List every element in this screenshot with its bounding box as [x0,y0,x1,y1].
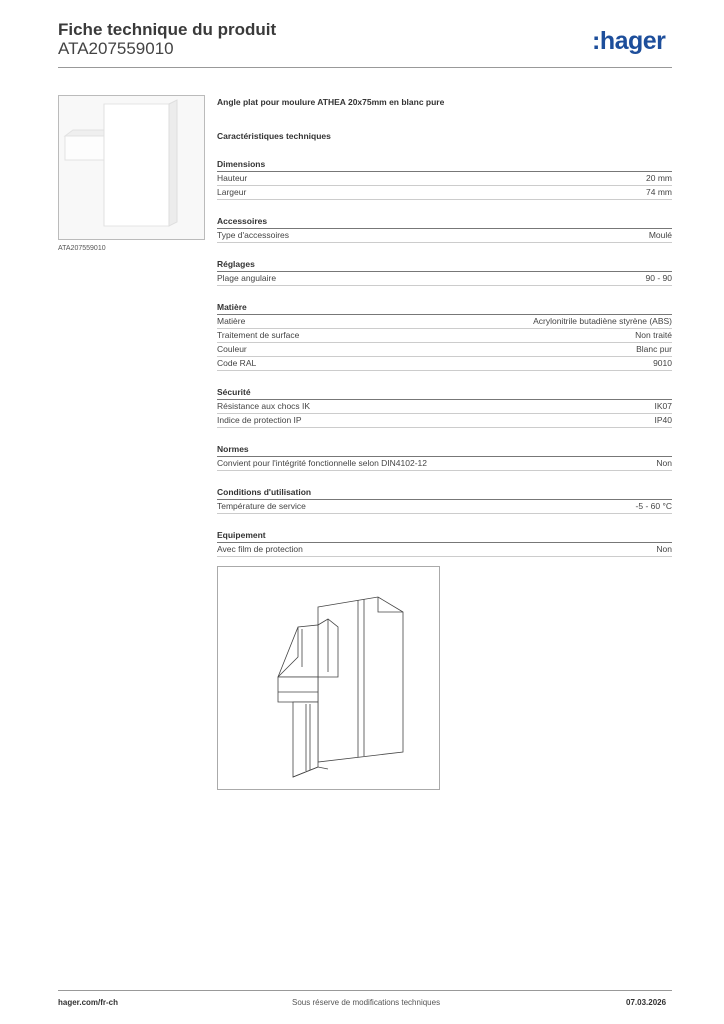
spec-label: Température de service [217,501,306,511]
page-title: Fiche technique du produit [58,20,277,39]
spec-label: Couleur [217,344,247,354]
spec-value: 90 - 90 [645,273,672,283]
corner-drawing-image [218,567,439,789]
section-title: Normes [217,443,672,457]
spec-value: 9010 [653,358,672,368]
product-name: Angle plat pour moulure ATHEA 20x75mm en blanc pure [217,97,445,107]
technical-content [217,95,672,591]
spec-label: Avec film de protection [217,544,303,554]
spec-row [217,329,672,343]
section-title: Accessoires [217,215,672,229]
spec-row [217,272,672,286]
spec-row [217,457,672,471]
spec-label: Type d'accessoires [217,230,290,240]
product-photo-image [59,96,204,239]
spec-value: IP40 [654,415,672,425]
technical-drawing [217,566,440,790]
spec-value: 20 mm [646,173,672,183]
footer-website[interactable]: hager.com/fr-ch [58,998,119,1007]
spec-row [217,400,672,414]
footer-disclaimer: Sous réserve de modifications techniques [292,998,441,1007]
header-divider [58,67,672,68]
spec-row [217,229,672,243]
spec-label: Code RAL [217,358,257,368]
photo-caption: ATA207559010 [58,245,106,252]
spec-label: Résistance aux chocs IK [217,401,311,411]
characteristics-title: Caractéristiques techniques [217,131,331,141]
spec-value: Non [656,544,672,554]
footer-divider [58,990,672,991]
spec-label: Largeur [217,187,247,197]
spec-label: Plage angulaire [217,273,277,283]
section-title: Matière [217,301,672,315]
spec-value: Acrylonitrile butadiène styrène (ABS) [533,316,672,326]
spec-value: Blanc pur [636,344,672,354]
spec-value: Non [656,458,672,468]
spec-value: 74 mm [646,187,672,197]
spec-row [217,186,672,200]
spec-label: Matière [217,316,246,326]
section-title: Conditions d'utilisation [217,486,672,500]
spec-label: Traitement de surface [217,330,300,340]
spec-label: Convient pour l'intégrité fonctionnelle selon DIN4102-12 [217,458,428,468]
spec-value: Non traité [635,330,672,340]
footer-date: 07.03.2026 [626,998,667,1007]
spec-row [217,500,672,514]
spec-label: Indice de protection IP [217,415,302,425]
section-title: Réglages [217,258,672,272]
spec-row [217,414,672,428]
product-photo [58,95,205,240]
spec-row [217,343,672,357]
spec-row [217,543,672,557]
section-title: Equipement [217,529,672,543]
spec-row [217,315,672,329]
spec-value: IK07 [654,401,672,411]
section-title: Dimensions [217,158,672,172]
spec-sections [217,158,672,557]
spec-row [217,357,672,371]
hager-logo: :hager [592,27,666,55]
spec-value: -5 - 60 °C [635,501,672,511]
spec-label: Hauteur [217,173,248,183]
product-reference: ATA207559010 [58,39,174,58]
spec-row [217,172,672,186]
spec-value: Moulé [648,230,672,240]
section-title: Sécurité [217,386,672,400]
